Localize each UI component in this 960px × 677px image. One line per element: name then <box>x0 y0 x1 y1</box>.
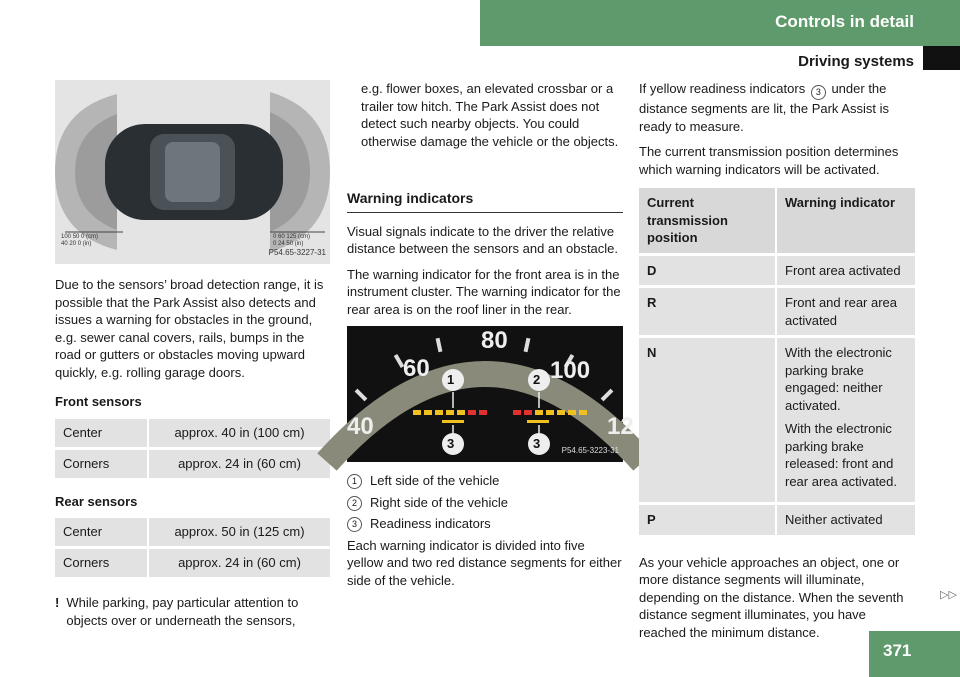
section-title: Controls in detail <box>775 12 914 31</box>
marker-3: 3 <box>447 436 455 451</box>
header-bar <box>480 0 960 46</box>
gauge-number: 80 <box>481 327 508 354</box>
list-item: 3 Readiness indicators <box>347 515 623 533</box>
page-number-box <box>869 631 960 677</box>
marker-3: 3 <box>533 436 541 451</box>
paragraph: The warning indicator for the front area is in the instrument cluster. The warning indicator for the rear area is on the roof liner in the rear. <box>347 266 621 317</box>
marker-1: 1 <box>447 372 455 387</box>
scale-left: 100 50 0 (cm) 40 20 0 (in) <box>61 234 99 247</box>
continued-paragraph: e.g. flower boxes, an elevated crossbar or a trailer tow hitch. The Park Assist does not detect such nearby objects. You could otherwise damage the vehicle or the objects. <box>361 81 619 149</box>
warning-display-figure <box>347 326 634 462</box>
table-header-row: Current transmission position Warning indicator <box>639 188 915 254</box>
table-row: Center approx. 50 in (125 cm) <box>55 518 330 548</box>
caution-note: ! While parking, pay particular attention to objects over or underneath the sensors, <box>55 595 299 628</box>
rear-sensors-title: Rear sensors <box>55 493 138 509</box>
figure-label: P54.65-3223-31 <box>561 445 619 455</box>
list-item: 2 Right side of the vehicle <box>347 494 623 512</box>
table-row: N With the electronic parking brake engaged: neither activated. With the electronic parking brake released: front and rear area activated. <box>639 337 915 504</box>
gauge-number: 12 <box>607 413 634 440</box>
left-segments <box>413 410 487 415</box>
paragraph: As your vehicle approaches an object, one or more distance segments will illuminate, depending on the distance. When the seventh distance segment illuminates, you have reached the minimum distance. <box>639 554 904 640</box>
caution-icon: ! <box>55 595 60 610</box>
gauge-number: 60 <box>403 355 430 382</box>
park-assist-range-figure <box>55 80 330 264</box>
gauge-number: 40 <box>347 413 374 440</box>
continue-arrow-icon: ▷▷ <box>940 589 957 601</box>
gauge-number: 100 <box>550 357 591 384</box>
table-row: P Neither activated <box>639 504 915 537</box>
transmission-warning-table <box>639 188 915 538</box>
table-row: D Front area activated <box>639 254 915 287</box>
scale-right: 0 60 125 (cm) 0 24 50 (in) <box>273 234 311 247</box>
front-sensors-table <box>55 419 330 481</box>
right-segments <box>513 410 587 415</box>
page-number: 371 <box>883 641 912 660</box>
rear-sensors-table <box>55 518 330 580</box>
paragraph: Visual signals indicate to the driver the relative distance between the sensors and an obstacle. <box>347 223 619 256</box>
list-item: 1 Left side of the vehicle <box>347 472 623 490</box>
marker-2: 2 <box>533 372 541 387</box>
table-row: Center approx. 40 in (100 cm) <box>55 419 330 449</box>
marker-3: 3 <box>811 85 826 100</box>
column-2-main <box>347 190 634 597</box>
header-marker <box>923 46 960 70</box>
warning-indicators-heading: Warning indicators <box>347 190 623 213</box>
figure-label: P54.65-3227-31 <box>268 247 326 257</box>
table-row: Corners approx. 24 in (60 cm) <box>55 448 330 479</box>
figure-legend <box>347 472 623 533</box>
subsection-title: Driving systems <box>798 53 914 70</box>
table-row: Corners approx. 24 in (60 cm) <box>55 548 330 579</box>
column-3 <box>639 80 915 649</box>
intro-paragraph: Due to the sensors’ broad detection range, it is possible that the Park Assist also detects and issues a warning for obstacles in the ground, e.g. sewer canal covers, rails, bumps in the road or gutters or obstacles moving upward quickly, e.g. rolling garage doors. <box>55 277 324 380</box>
table-row: R Front and rear area activated <box>639 287 915 337</box>
paragraph: If yellow readiness indicators 3 under the distance segments are lit, the Park Assist is ready to measure. <box>639 81 889 134</box>
column-2 <box>347 80 623 158</box>
paragraph: The current transmission position determines which warning indicators will be activated. <box>639 144 899 177</box>
front-sensors-title: Front sensors <box>55 394 142 409</box>
column-1 <box>55 80 330 629</box>
paragraph: Each warning indicator is divided into five yellow and two red distance segments for either side of the vehicle. <box>347 537 622 588</box>
